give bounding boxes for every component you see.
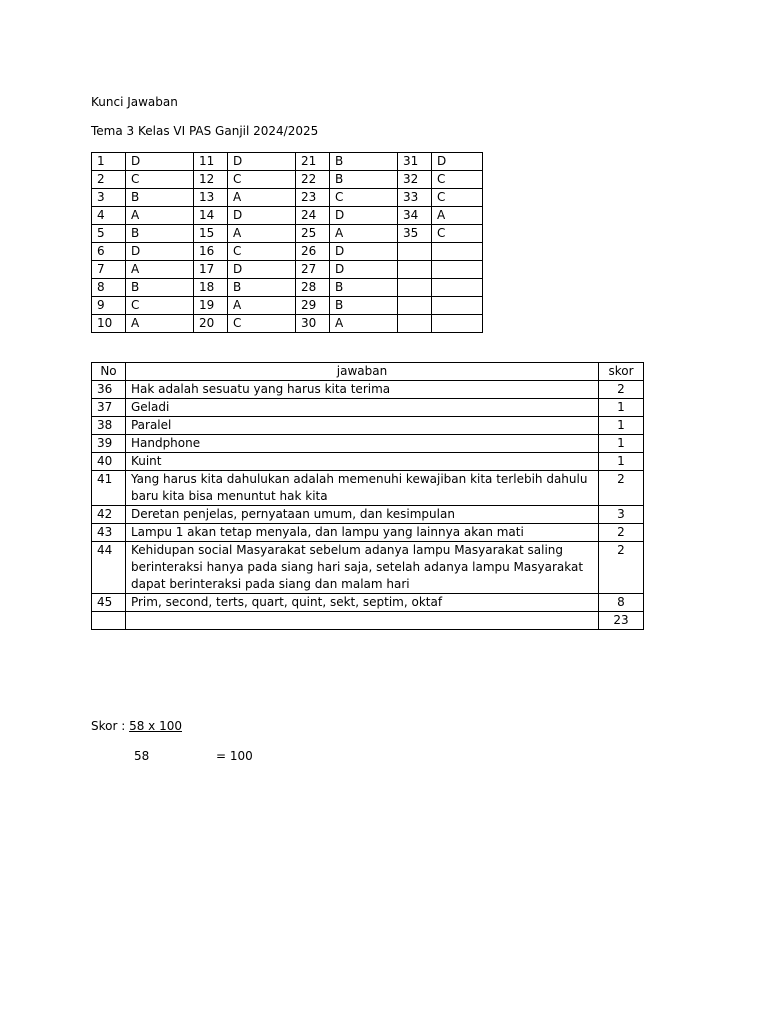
question-number-cell: 45 [92,594,126,612]
answer-text-cell: Hak adalah sesuatu yang harus kita terima [125,381,598,399]
answer-key-cell: C [432,225,483,243]
question-number-cell: 34 [398,207,432,225]
question-number-cell: 23 [296,189,330,207]
answer-key-cell [432,315,483,333]
question-number-cell: 42 [92,506,126,524]
table-row [92,381,644,399]
answer-key-cell: D [432,153,483,171]
question-number-cell: 29 [296,297,330,315]
answer-key-cell: C [228,315,296,333]
answer-text-cell: Kuint [125,453,598,471]
question-number-cell: 30 [296,315,330,333]
question-number-cell: 21 [296,153,330,171]
answer-key-cell: D [330,261,398,279]
table-row [92,524,644,542]
answer-key-cell: D [228,207,296,225]
table-row [92,417,644,435]
answer-key-cell: B [330,171,398,189]
question-number-cell: 35 [398,225,432,243]
document-title: Kunci Jawaban [91,95,178,109]
table-row [92,207,483,225]
answer-key-cell: B [228,279,296,297]
table-row [92,171,483,189]
question-number-cell [398,279,432,297]
answer-text-cell [125,612,598,630]
answer-key-cell: A [228,189,296,207]
question-number-cell: 18 [194,279,228,297]
question-number-cell: 7 [92,261,126,279]
essay-answer-table [91,362,644,630]
table-row [92,297,483,315]
answer-key-cell: C [432,189,483,207]
table-row [92,612,644,630]
score-cell: 3 [599,506,644,524]
score-cell: 2 [599,542,644,594]
answer-text-cell: Handphone [125,435,598,453]
answer-key-cell: C [228,243,296,261]
answer-key-cell: D [126,153,194,171]
answer-key-cell: D [330,243,398,261]
score-cell: 1 [599,417,644,435]
question-number-cell: 33 [398,189,432,207]
answer-key-cell [432,279,483,297]
answer-key-cell: C [432,171,483,189]
score-cell: 8 [599,594,644,612]
question-number-cell [92,612,126,630]
question-number-cell: 17 [194,261,228,279]
question-number-cell: 4 [92,207,126,225]
answer-key-cell: A [228,225,296,243]
answer-text-cell: Kehidupan social Masyarakat sebelum adanya lampu Masyarakat saling berinteraksi hanya pada siang hari saja, setelah adanya lampu Masyarakat dapat berinteraksi pada siang dan malam hari [125,542,598,594]
answer-key-cell: C [330,189,398,207]
question-number-cell: 44 [92,542,126,594]
question-number-cell: 12 [194,171,228,189]
table-row [92,279,483,297]
score-label: Skor : [91,719,130,733]
answer-key-cell: C [126,297,194,315]
column-header-no: No [92,363,126,381]
question-number-cell: 27 [296,261,330,279]
score-cell: 2 [599,381,644,399]
question-number-cell: 26 [296,243,330,261]
question-number-cell: 20 [194,315,228,333]
answer-text-cell: Deretan penjelas, pernyataan umum, dan kesimpulan [125,506,598,524]
answer-key-cell: A [432,207,483,225]
question-number-cell [398,261,432,279]
score-cell: 1 [599,399,644,417]
question-number-cell: 5 [92,225,126,243]
answer-key-cell: B [330,297,398,315]
answer-key-cell: A [126,315,194,333]
answer-key-cell: B [126,279,194,297]
answer-key-cell: C [126,171,194,189]
answer-key-cell [432,297,483,315]
score-denominator: 58 [134,749,150,763]
question-number-cell: 19 [194,297,228,315]
table-row [92,453,644,471]
question-number-cell: 37 [92,399,126,417]
answer-key-cell: B [330,279,398,297]
score-cell: 23 [599,612,644,630]
answer-key-cell: A [126,261,194,279]
document-subtitle: Tema 3 Kelas VI PAS Ganjil 2024/2025 [91,124,319,138]
answer-key-cell: C [228,171,296,189]
essay-header-row [92,363,644,381]
question-number-cell: 1 [92,153,126,171]
table-row [92,594,644,612]
question-number-cell: 16 [194,243,228,261]
table-row [92,315,483,333]
question-number-cell [398,315,432,333]
answer-text-cell: Lampu 1 akan tetap menyala, dan lampu yang lainnya akan mati [125,524,598,542]
answer-key-cell: D [330,207,398,225]
question-number-cell: 39 [92,435,126,453]
question-number-cell [398,243,432,261]
table-row [92,542,644,594]
answer-key-cell [432,243,483,261]
question-number-cell: 14 [194,207,228,225]
table-row [92,243,483,261]
question-number-cell: 41 [92,471,126,506]
question-number-cell: 36 [92,381,126,399]
question-number-cell: 13 [194,189,228,207]
answer-key-cell: B [126,225,194,243]
score-formula [91,719,182,734]
question-number-cell: 22 [296,171,330,189]
question-number-cell: 2 [92,171,126,189]
answer-text-cell: Geladi [125,399,598,417]
question-number-cell: 40 [92,453,126,471]
score-cell: 2 [599,524,644,542]
table-row [92,261,483,279]
answer-key-cell: A [330,315,398,333]
answer-key-cell: D [126,243,194,261]
table-row [92,435,644,453]
answer-key-cell: D [228,153,296,171]
column-header-answer: jawaban [125,363,598,381]
question-number-cell: 38 [92,417,126,435]
answer-text-cell: Prim, second, terts, quart, quint, sekt, septim, oktaf [125,594,598,612]
question-number-cell: 31 [398,153,432,171]
table-row [92,471,644,506]
question-number-cell: 15 [194,225,228,243]
answer-text-cell: Yang harus kita dahulukan adalah memenuhi kewajiban kita terlebih dahulu baru kita bisa menuntut hak kita [125,471,598,506]
score-cell: 1 [599,453,644,471]
question-number-cell [398,297,432,315]
score-cell: 2 [599,471,644,506]
answer-key-cell: B [126,189,194,207]
answer-key-cell: A [330,225,398,243]
table-row [92,189,483,207]
question-number-cell: 9 [92,297,126,315]
answer-key-cell [432,261,483,279]
question-number-cell: 24 [296,207,330,225]
table-row [92,225,483,243]
multiple-choice-answer-table [91,152,483,333]
answer-key-cell: B [330,153,398,171]
question-number-cell: 3 [92,189,126,207]
answer-text-cell: Paralel [125,417,598,435]
table-row [92,153,483,171]
question-number-cell: 6 [92,243,126,261]
table-row [92,506,644,524]
score-numerator: 58 x 100 [129,719,182,733]
score-result: = 100 [216,749,253,763]
answer-key-cell: A [228,297,296,315]
question-number-cell: 10 [92,315,126,333]
question-number-cell: 43 [92,524,126,542]
score-cell: 1 [599,435,644,453]
question-number-cell: 25 [296,225,330,243]
question-number-cell: 8 [92,279,126,297]
question-number-cell: 11 [194,153,228,171]
column-header-score: skor [599,363,644,381]
answer-key-cell: D [228,261,296,279]
question-number-cell: 28 [296,279,330,297]
table-row [92,399,644,417]
question-number-cell: 32 [398,171,432,189]
answer-key-cell: A [126,207,194,225]
